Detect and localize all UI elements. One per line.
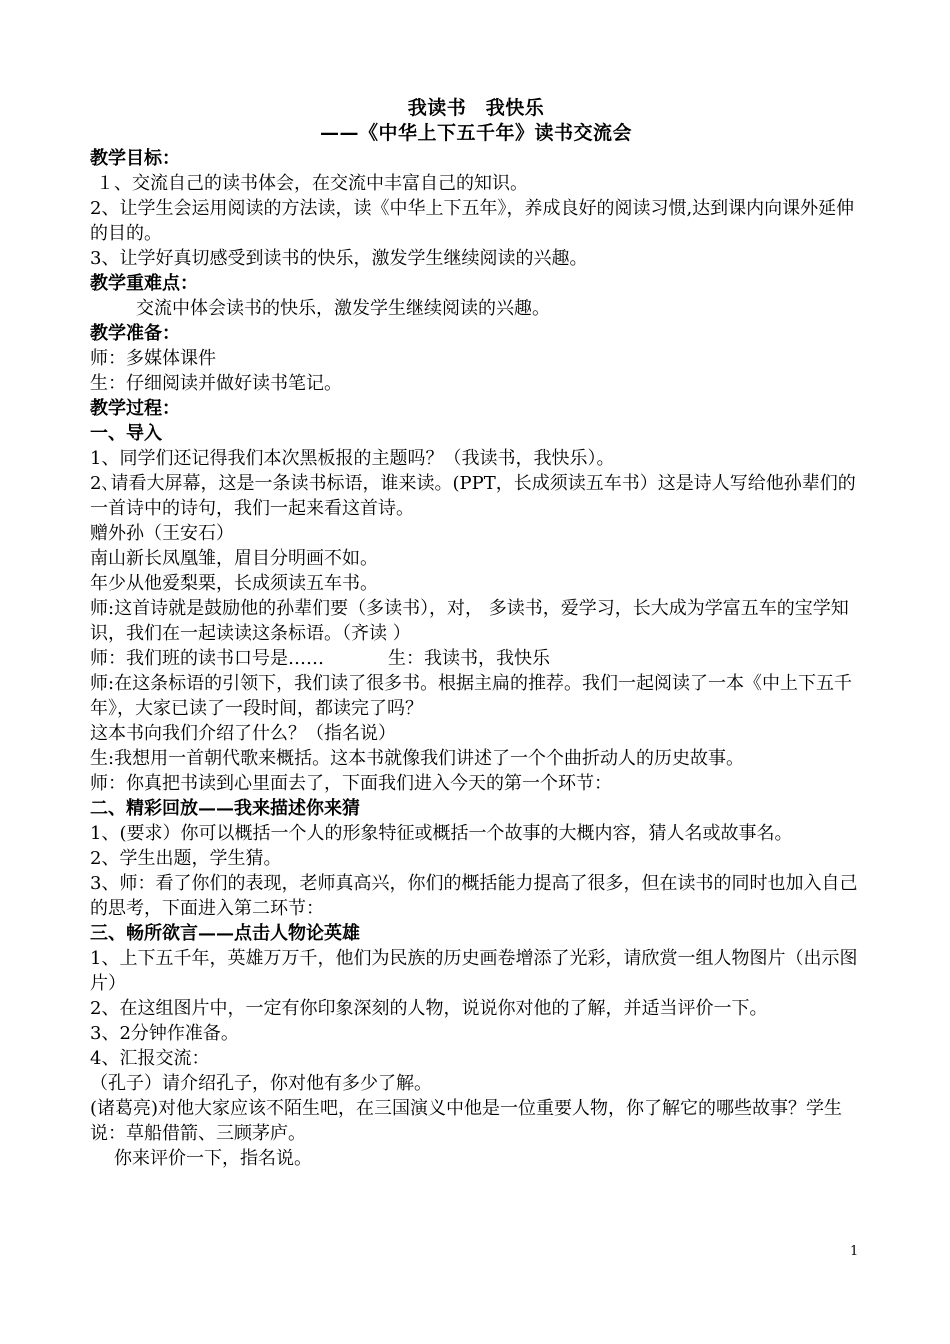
poem-line: 南山新长凤凰雏，眉目分明画不如。 (90, 548, 378, 569)
part3-heading: 三、畅所欲言——点击人物论英雄 (90, 923, 360, 944)
preparation-item: 师：多媒体课件 (90, 348, 216, 369)
paragraph: 你来评价一下，指名说。 (114, 1148, 312, 1169)
key-points-heading: 教学重难点： (90, 273, 198, 294)
paragraph: 1、(要求）你可以概括一个人的形象特征或概括一个故事的大概内容，猜人名或故事名。 (90, 823, 793, 844)
poem-line: 年少从他爱梨栗，长成须读五车书。 (90, 573, 378, 594)
paragraph: 这本书向我们介绍了什么？（指名说） (90, 723, 396, 744)
paragraph: 4、汇报交流： (90, 1048, 210, 1069)
paragraph: 1、上下五千年，英雄万万千，他们为民族的历史画卷增添了光彩，请欣赏一组人物图片（出示图片） (90, 948, 858, 994)
document-page (90, 96, 862, 1171)
goals-heading: 教学目标： (90, 148, 180, 169)
goal-item: １、交流自己的读书体会，在交流中丰富自己的知识。 (96, 173, 528, 194)
paragraph: 3、2分钟作准备。 (90, 1023, 239, 1044)
document-subtitle: ——《中华上下五千年》读书交流会 (319, 122, 632, 144)
paragraph: 3、师：看了你们的表现，老师真高兴，你们的概括能力提高了很多，但在读书的同时也加入自己的思考，下面进入第二环节： (90, 873, 858, 919)
paragraph: 生:我想用一首朝代歌来概括。这本书就像我们讲述了一个个曲折动人的历史故事。 (90, 748, 745, 769)
page-number: 1 (850, 1244, 859, 1259)
preparation-heading: 教学准备： (90, 323, 180, 344)
paragraph: （孔子）请介绍孔子，你对他有多少了解。 (90, 1073, 432, 1094)
goal-item: 2、让学生会运用阅读的方法读，读《中华上下五年》，养成良好的阅读习惯,达到课内向课外延伸的目的。 (90, 198, 855, 244)
paragraph: 2、在这组图片中，一定有你印象深刻的人物，说说你对他的了解，并适当评价一下。 (90, 998, 768, 1019)
paragraph: 2、学生出题，学生猜。 (90, 848, 282, 869)
part1-heading: 一、导入 (90, 423, 162, 444)
part2-heading: 二、精彩回放——我来描述你来猜 (90, 798, 360, 819)
paragraph: 师:这首诗就是鼓励他的孙辈们要（多读书），对， 多读书，爱学习，长大成为学富五车的宝学知识，我们在一起读读这条标语。（齐读 ） (90, 598, 849, 644)
poem-title: 赠外孙（王安石） (90, 523, 234, 544)
dialogue-line (90, 646, 862, 671)
paragraph: 师:在这条标语的引领下，我们读了很多书。根据主扁的推荐。我们一起阅读了一本《中上下五千年》，大家已读了一段时间，都读完了吗？ (90, 673, 853, 719)
teacher-line: 师：我们班的读书口号是…… (90, 648, 324, 669)
student-line: 生：我读书，我快乐 (388, 648, 550, 669)
paragraph: 2､请看大屏幕，这是一条读书标语，谁来读。(PPT，长成须读五车书）这是诗人写给他孙辈们的一首诗中的诗句，我们一起来看这首诗。 (90, 473, 856, 519)
goal-item: 3、让学好真切感受到读书的快乐，激发学生继续阅读的兴趣。 (90, 248, 588, 269)
preparation-item: 生：仔细阅读并做好读书笔记。 (90, 373, 342, 394)
paragraph: (诸葛亮)对他大家应该不陌生吧，在三国演义中他是一位重要人物，你了解它的哪些故事？学生说：草船借箭、三顾茅庐。 (90, 1098, 843, 1144)
key-point-text: 交流中体会读书的快乐，激发学生继续阅读的兴趣。 (136, 298, 550, 319)
document-title: 我读书 我快乐 (407, 97, 545, 119)
process-heading: 教学过程： (90, 398, 180, 419)
paragraph: 1、同学们还记得我们本次黑板报的主题吗？（我读书，我快乐）。 (90, 448, 615, 469)
paragraph: 师：你真把书读到心里面去了，下面我们进入今天的第一个环节： (90, 773, 612, 794)
